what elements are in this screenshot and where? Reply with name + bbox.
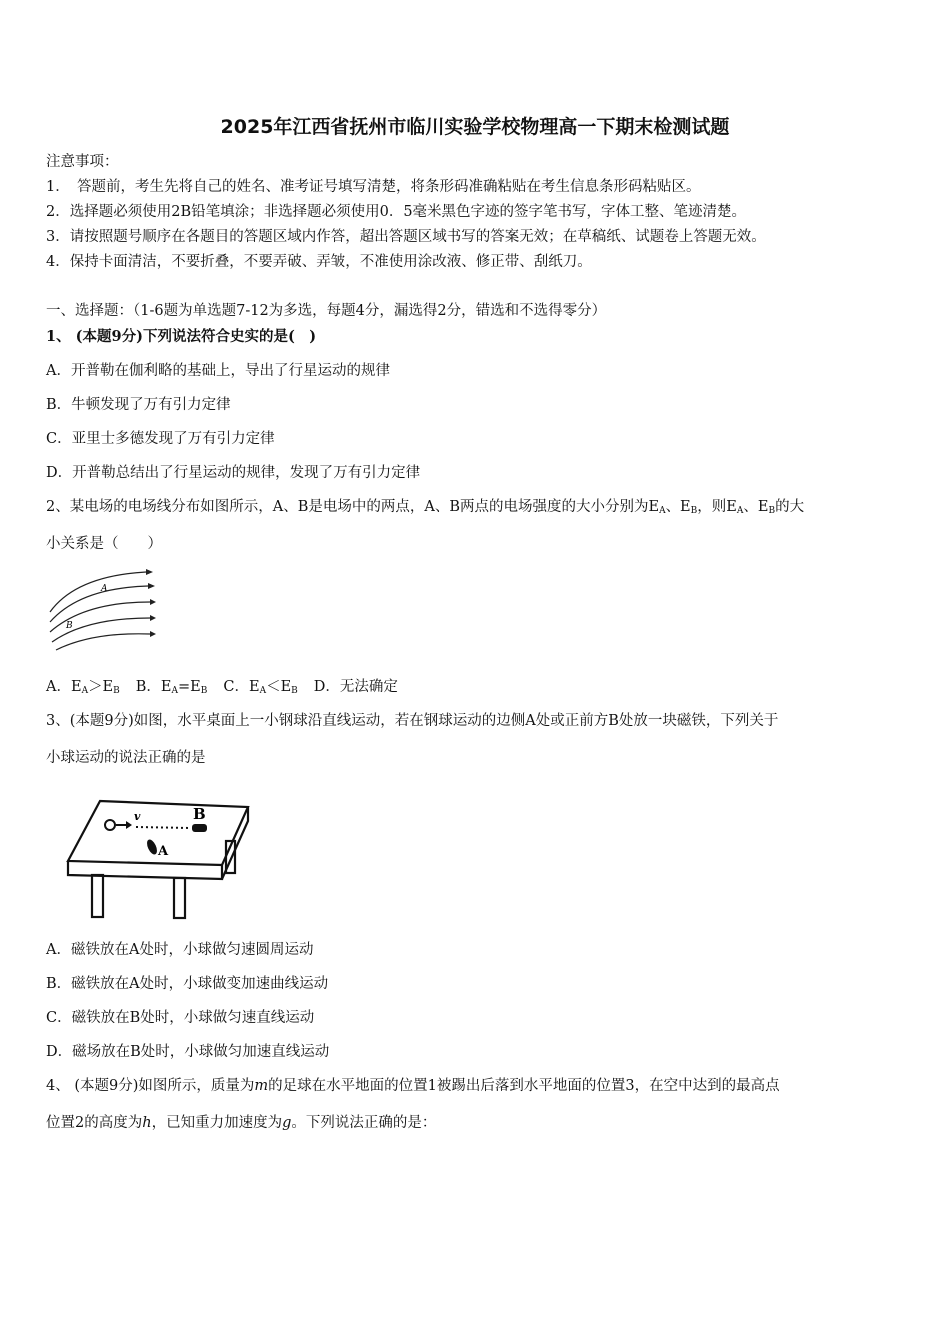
q4-stem-text: 4、 (本题9分)如图所示，质量为 <box>46 1078 255 1094</box>
electric-field-lines-figure <box>46 562 156 652</box>
velocity-label: v <box>134 810 141 823</box>
q3-option-b: B．磁铁放在A处时，小球做变加速曲线运动 <box>46 976 329 992</box>
notice-heading: 注意事项： <box>46 154 119 170</box>
motion-path <box>136 827 190 828</box>
q3-stem-line1: 3、(本题9分)如图，水平桌面上一小钢球沿直线运动，若在钢球运动的边侧A处或正前方B处放一块磁铁，下列关于 <box>46 713 779 729</box>
field-line <box>50 586 148 622</box>
point-b-label: B <box>66 621 73 631</box>
q3-option-d: D．磁场放在B处时，小球做匀加速直线运动 <box>46 1044 330 1060</box>
q2-option-b: =E <box>178 679 201 695</box>
notice-item-2: 2．选择题必须使用2B铅笔填涂；非选择题必须使用0．5毫米黑色字迹的签字笔书写，字体工整、笔迹清楚。 <box>46 204 747 220</box>
q2-stem-text: 2、某电场的电场线分布如图所示，A、B是电场中的两点，A、B两点的电场强度的大小分别为E <box>46 499 660 515</box>
q2-sub: B <box>291 686 298 696</box>
q2-option-a: ＞E <box>88 679 114 695</box>
q2-option-a: A．E <box>46 679 82 695</box>
q2-option-b: B．E <box>135 679 172 695</box>
q2-sub: A <box>659 506 666 516</box>
notice-item-1: 1． 答题前，考生先将自己的姓名、准考证号填写清楚，将条形码准确粘贴在考生信息条形码粘贴区。 <box>46 179 701 195</box>
q2-stem-line2: 小关系是（ ） <box>46 536 162 552</box>
q2-sub: A <box>259 686 267 696</box>
q1-option-a: A．开普勒在伽利略的基础上，导出了行星运动的规律 <box>46 363 390 379</box>
q4-stem-text: 的足球在水平地面的位置1被踢出后落到水平地面的位置3，在空中达到的最高点 <box>268 1078 780 1094</box>
point-b-label: B <box>193 805 206 823</box>
q2-sub: B <box>690 506 698 516</box>
q2-sub: A <box>171 686 179 696</box>
q1-option-d: D．开普勒总结出了行星运动的规律，发现了万有引力定律 <box>46 465 421 481</box>
q3-option-a: A．磁铁放在A处时，小球做匀速圆周运动 <box>46 942 314 958</box>
q2-options <box>46 677 398 701</box>
table-leg <box>174 878 185 918</box>
section-heading: 一、选择题：（1-6题为单选题7-12为多选，每题4分，漏选得2分，错选和不选得零分） <box>46 303 607 319</box>
field-line <box>56 634 150 650</box>
point-a-label: A <box>158 844 169 859</box>
q2-stem-text: 的大 <box>775 499 805 515</box>
notice-item-3: 3．请按照题号顺序在各题目的答题区域内作答，超出答题区域书写的答案无效；在草稿纸、试题卷上答题无效。 <box>46 229 766 245</box>
q4-variable-h: h <box>142 1115 152 1131</box>
q4-stem-line2 <box>46 1113 436 1133</box>
q1-option-b: B．牛顿发现了万有引力定律 <box>46 397 231 413</box>
q2-sub: A <box>81 686 89 696</box>
q3-stem-line2: 小球运动的说法正确的是 <box>46 750 206 766</box>
q4-stem-text: 位置2的高度为 <box>46 1115 143 1131</box>
q1-option-c: C．亚里士多德发现了万有引力定律 <box>46 431 275 447</box>
arrow-head <box>150 631 156 637</box>
steel-ball <box>105 820 115 830</box>
q2-option-c: ＜E <box>266 679 292 695</box>
magnet-a <box>145 838 159 856</box>
q4-stem-line1 <box>46 1076 780 1096</box>
velocity-arrow-head <box>126 821 132 829</box>
q1-stem: 1、 (本题9分)下列说法符合史实的是( ) <box>46 328 317 345</box>
q2-option-c: C．E <box>223 679 260 695</box>
q2-sub: B <box>768 506 776 516</box>
q4-stem-text: ，已知重力加速度为 <box>151 1115 283 1131</box>
page-title: 2025年江西省抚州市临川实验学校物理高一下期末检测试题 <box>220 116 730 138</box>
q2-stem-line1 <box>46 497 804 521</box>
table-leg <box>92 875 103 917</box>
arrow-head <box>150 615 156 621</box>
arrow-head <box>146 569 153 575</box>
magnet-b <box>192 824 207 832</box>
q2-sub: B <box>200 686 208 696</box>
q2-stem-text: 、E <box>665 499 691 515</box>
arrow-head <box>148 583 155 589</box>
notice-item-4: 4．保持卡面清洁，不要折叠，不要弄破、弄皱，不准使用涂改液、修正带、刮纸刀。 <box>46 254 592 270</box>
q2-stem-text: ，则E <box>697 499 737 515</box>
field-line <box>50 572 146 612</box>
q2-sub: A <box>736 506 744 516</box>
q4-stem-text: 。下列说法正确的是： <box>291 1115 437 1131</box>
q2-option-d: D．无法确定 <box>313 679 398 695</box>
arrow-head <box>150 599 156 605</box>
q2-stem-text: 、E <box>743 499 769 515</box>
field-line <box>50 602 150 632</box>
point-a-label: A <box>101 584 108 594</box>
q4-variable-g: g <box>282 1115 292 1131</box>
q2-sub: B <box>113 686 120 696</box>
q3-option-c: C．磁铁放在B处时，小球做匀速直线运动 <box>46 1010 315 1026</box>
q4-variable-m: m <box>254 1078 269 1094</box>
table-magnet-figure <box>62 795 258 923</box>
